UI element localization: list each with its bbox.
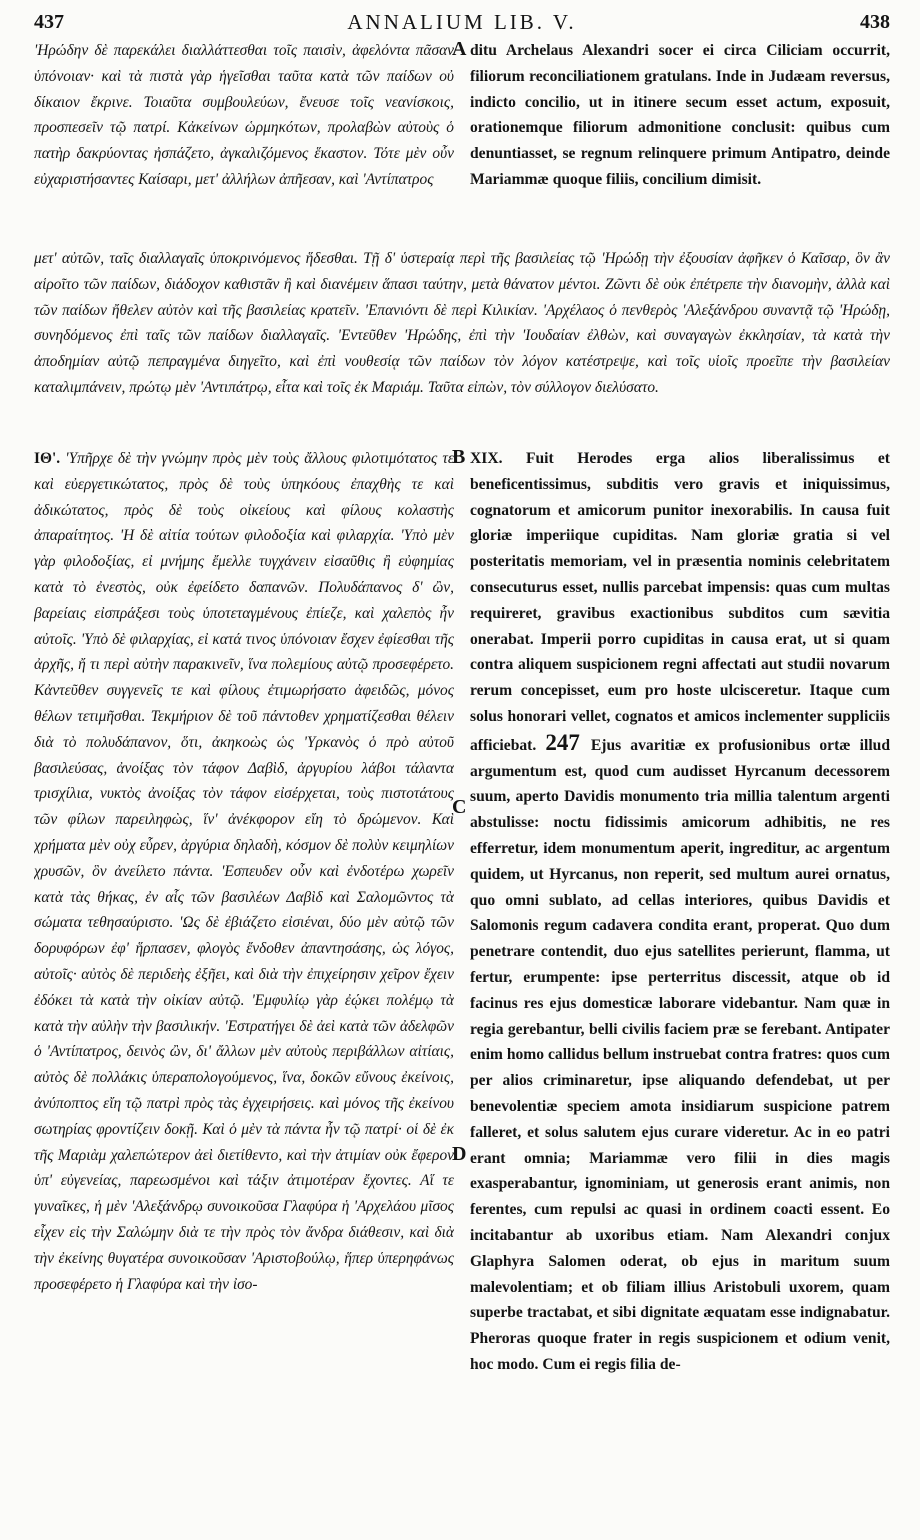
page-number-right: 438 [859,10,890,33]
latin-main-text-part2: Ejus avaritiæ ex profusionibus ortæ illud argumentum est, quod cum audisset Hyrcanum decessorem suum, aperto Davidis monumento tria millia talentum argenti abstulisse: noctu fidissimis amicorum adhibitis, ne res efferretur, idem monumentum aperit, ingreditur, ac argentum quidem, ut Hyrcanus, non reperit, sed multum aurei ornatus, quo omni sublato, ad cellas interiores, quibus Davidis et Salomonis regum cadavera condita erant, properat. Quo dum penetrare contendit, duo ejus satellites perierunt, flamma, ut fertur, erumpente: ipse perterritus discessit, atque ob id facinus res ejus domesticæ laborare videbantur. Nam quæ in regia gerebantur, belli civilis faciem præ se ferebant. Antipater enim homo callidus bellum instruebat contra fratres: quos cum per alios criminaretur, ipse aliquando defendebat, ut per benevolentiæ speciem amota insidiarum suspicione patrem falleret, et solus salutem ejus curare videretur. Ac in eo patri erant omnia; Mariammæ vero filii in dies magis exasperabantur, ignominiam, ut generosis erant animis, non ferentes, cum repulsi ac quasi in ordinem coacti essent. Eo incitabantur ab uxoribus etiam. Nam Alexandri conjux Glaphyra Salomen oderat, ob ejus in maritum suum malevolentiam; et ob filiam illius Aristobuli uxorem, quam superbe tractabat, et sibi dignitate æquatam esse indignabatur. Pheroras quoque frater in regis suspicionem et odium venit, hoc modo. Cum ei regis filia de- [470,736,890,1373]
greek-column-main [34,446,454,1536]
margin-marker-c: C [452,796,467,818]
latin-column-top: ditu Archelaus Alexandri socer ei circa Ciliciam occurrit, filiorum reconciliationem gratulans. Inde in Judæam reversus, indicto concilio, ut in itinere secum esset actum, exposuit, orationemque filiorum admonitione conclusit: quibus cum denuntiasset, se regnum relinquere primum Antipatro, deinde Mariammæ quoque filiis, concilium dimisit. [470,42,890,188]
page-number-left: 437 [34,10,64,33]
latin-section-number: XIX. [470,450,526,467]
section-reference-number: 247 [545,729,591,755]
margin-marker-a: A [452,38,467,60]
greek-section-number: ΙΘ'. [34,450,66,467]
margin-marker-b: B [452,446,466,468]
running-header [34,6,890,38]
latin-column-main [470,446,890,1536]
running-title: ANNALIUM LIB. V. [347,9,577,34]
greek-full-width-paragraph: μετ' αὐτῶν, ταῖς διαλλαγαῖς ὑποκρινόμενος ἥδεσθαι. Τῇ δ' ὑστεραίᾳ περὶ τῆς βασιλείας τῷ 'Ηρώδῃ τὴν ἐξουσίαν ἀφῆκεν ὁ Καῖσαρ, ὃν ἂν αἱροῖτο τῶν παίδων, διάδοχον καθιστᾶν ἢ καὶ διανέμειν ἅπασι ταύτην, μετὰ θάνατον μέντοι. Ζῶντι δὲ οὐκ ἐπέτρεπε τὴν διανομὴν, ἀλλὰ καὶ τῶν παίδων ἤθελεν αὐτὸν καὶ τῆς βασιλείας κρατεῖν. 'Επανιόντι δὲ περὶ Κιλικίαν. 'Αρχέλαος ὁ πενθερὸς 'Αλεξάνδρου συναντᾷ τῷ 'Ηρώδῃ, συνηδόμενος ἐπὶ ταῖς τῶν παίδων διαλλαγαῖς. 'Εντεῦθεν 'Ηρώδης, ἐπὶ τὴν 'Ιουδαίαν ἐλθὼν, καὶ συναγαγὼν ἐκκλησίαν, τὰ κατὰ τὴν ἀποδημίαν αὐτῷ πεπραγμένα διηγεῖτο, καὶ ἐπὶ νουθεσίᾳ τῶν παίδων τὸν λόγον κατέστρεψε, καὶ τοῖς υἱοῖς προεῖπε τὴν βασιλείαν καταλιμπάνειν, πρώτῳ μὲν 'Αντιπάτρῳ, εἶτα καὶ τοῖς ἐκ Μαριάμ. Ταῦτα εἰπὼν, τὸν σύλλογον διελύσατο. [34,250,890,396]
greek-main-text: 'Υπῆρχε δὲ τὴν γνώμην πρὸς μὲν τοὺς ἄλλους φιλοτιμότατος τε καὶ εὐεργετικώτατος, πρὸς δὲ τοὺς ὑπηκόους ἐπαχθὴς τε καὶ ἀδικώτατος, πρὸς δὲ τοὺς οἰκείους καὶ φίλους κολαστὴς ἀπαραίτητος. 'Η δὲ αἰτία τούτων φιλοδοξία καὶ φιλαρχία. 'Υπὸ μὲν γὰρ φιλοδοξίας, εἰ μνήμης ἔμελλε τυγχάνειν εἰσαῦθις ἢ εὐφημίας κατὰ τὸ ἐνεστὸς, οὐκ ἐφείδετο δαπανῶν. Πολυδάπανος δ' ὢν, βαρείαις εἰσπράξεσι τοὺς ὑποτεταγμένους ἐπίεζε, καὶ χαλεπὸς ἦν αὐτοῖς. 'Υπὸ δὲ φιλαρχίας, εἰ κατά τινος ὑπόνοιαν ἔσχεν ἐφίεσθαι τῆς ἀρχῆς, ἤ τι περὶ αὐτὴν παρακινεῖν, ἵνα πολεμίους αὐτῷ προσεφέρετο. Κἀντεῦθεν συγγενεῖς τε καὶ φίλους ἐτιμωρήσατο ἀφειδῶς, μόνος θέλων τετιμῆσθαι. Τεκμήριον δὲ τοῦ πάντοθεν χρηματίζεσθαι θέλειν διὰ τὸ πολυδάπανον, ὅτι, ἀκηκοὼς ὡς 'Υρκανὸς ὁ πρὸ αὐτοῦ βασιλεύσας, ἀνοίξας τὸν τάφον Δαβὶδ, ἀργυρίου λάβοι τάλαντα τρισχίλια, νυκτὸς ἀνοίξας τὸν τάφον εἰσέρχεται, τοὺς πιστοτάτους τῶν φίλων παρειληφὼς, ἵν' ἀνέκφορον εἴη τὸ δρώμενον. Καὶ χρήματα μὲν οὐχ εὗρεν, ἀργύρια δηλαδὴ, κόσμον δὲ πολὺν κειμηλίων χρυσῶν, ὃν ἀνείλετο πάντα. 'Εσπευδεν οὖν καὶ ἐνδοτέρω χωρεῖν κατὰ τὰς θήκας, ἐν αἷς τῶν βασιλέων Δαβὶδ καὶ Σαλομῶντος τὰ σώματα τεθησαύριστο. 'Ως δὲ ἐβιάζετο εἰσιέναι, δύο μὲν αὐτῷ τῶν δορυφόρων ἐφ' ἥρπασεν, φλογὸς ἔνδοθεν ἀπαντησάσης, ὡς λόγος, αὐτοῖς· αὐτὸς δὲ περιδεὴς ἐξῆει, καὶ διὰ τὴν ἐπιχείρησιν χεῖρον ἔχειν ἐδόκει τὰ κατὰ τὴν οἰκίαν αὐτῷ. 'Εμφυλίῳ γὰρ ἐῴκει πολέμῳ τὰ κατὰ τὴν αὐλὴν τὴν βασιλικήν. 'Εστρατήγει δὲ ἀεὶ κατὰ τῶν ἀδελφῶν ὁ 'Αντίπατρος, δεινὸς ὢν, δι' ἄλλων μὲν αὐτοὺς περιβάλλων αἰτίαις, αὐτὸς δὲ πολλάκις ὑπεραπολογούμενος, ἵνα, δοκῶν εὔνους ἐκείνοις, ἀνύποπτος εἴη τῷ πατρὶ πρὸς τὰς ἐγχειρήσεις. καὶ μόνος τῆς ἐκείνου σωτηρίας φροντίζειν δοκῇ. Καὶ ὁ μὲν τὰ πάντα ἦν τῷ πατρί· οἱ δὲ ἐκ τῆς Μαριὰμ χαλεπώτερον ἀεὶ διετίθεντο, καὶ τὴν ἀτιμίαν οὐκ ἔφερον ὑπ' εὐγενείας, παρεωσμένοι καὶ τάξιν ἀτιμοτέραν ἔχοντες. Αἵ τε γυναῖκες, ἡ μὲν 'Αλεξάνδρῳ συνοικοῦσα Γλαφύρα ἡ 'Αρχελάου μῖσος εἶχεν εἰς τὴν Σαλώμην διὰ τε τὴν πρὸς τὸν ἄνδρα διάθεσιν, καὶ διὰ τὴν ἐκείνης θυγατέρα συνοικοῦσαν 'Αριστοβούλῳ, ἥπερ ὑπερηφάνως προσεφέρετο ἡ Γλαφύρα καὶ τὴν ἰσο- [34,450,454,1293]
latin-main-text-part1: Fuit Herodes erga alios liberalissimus et beneficentissimus, subditis vero gravis et iniquissimus, cognatorum et amicorum punitor inexorabilis. In causa fuit gloriæ imperiique cupiditas. Nam gloriæ gratia si vel posteritatis memoriam, vel in præsentia nominis celebritatem consecuturus esset, nullis parcebat impensis: quas cum multas requireret, gravibus exactionibus subditos cum sævitia onerabat. Imperii porro cupiditas in causa erat, ut si quam contra aliquem suspicionem regni affectati aut studii novarum rerum concepisset, eum pro hoste ulcisceretur. Itaque cum solus honorari vellet, cognatos et amicos inclementer suppliciis afficiebat. [470,450,890,754]
margin-marker-d: D [452,1143,467,1165]
greek-column-top: 'Ηρώδην δὲ παρεκάλει διαλλάττεσθαι τοῖς παισὶν, ἀφελόντα πᾶσαν ὑπόνοιαν· καὶ τὰ πιστὰ γὰρ ἡγεῖσθαι ταῦτα κατὰ τῶν παίδων οὐ δίκαιον ἔκρινε. Τοιαῦτα συμβουλεύων, ἔνευσε τοῖς νεανίσκοις, προσπεσεῖν τῷ πατρί. Κἀκείνων ὡρμηκότων, προλαβὼν αὐτοὺς ὁ πατὴρ δακρύοντας ἠσπάζετο, ἀγκαλιζόμενος ἕκαστον. Τότε μὲν οὖν εὐχαριστήσαντες Καίσαρι, μετ' ἀλλήλων ἀπῆεσαν, καὶ 'Αντίπατρος [34,42,454,188]
